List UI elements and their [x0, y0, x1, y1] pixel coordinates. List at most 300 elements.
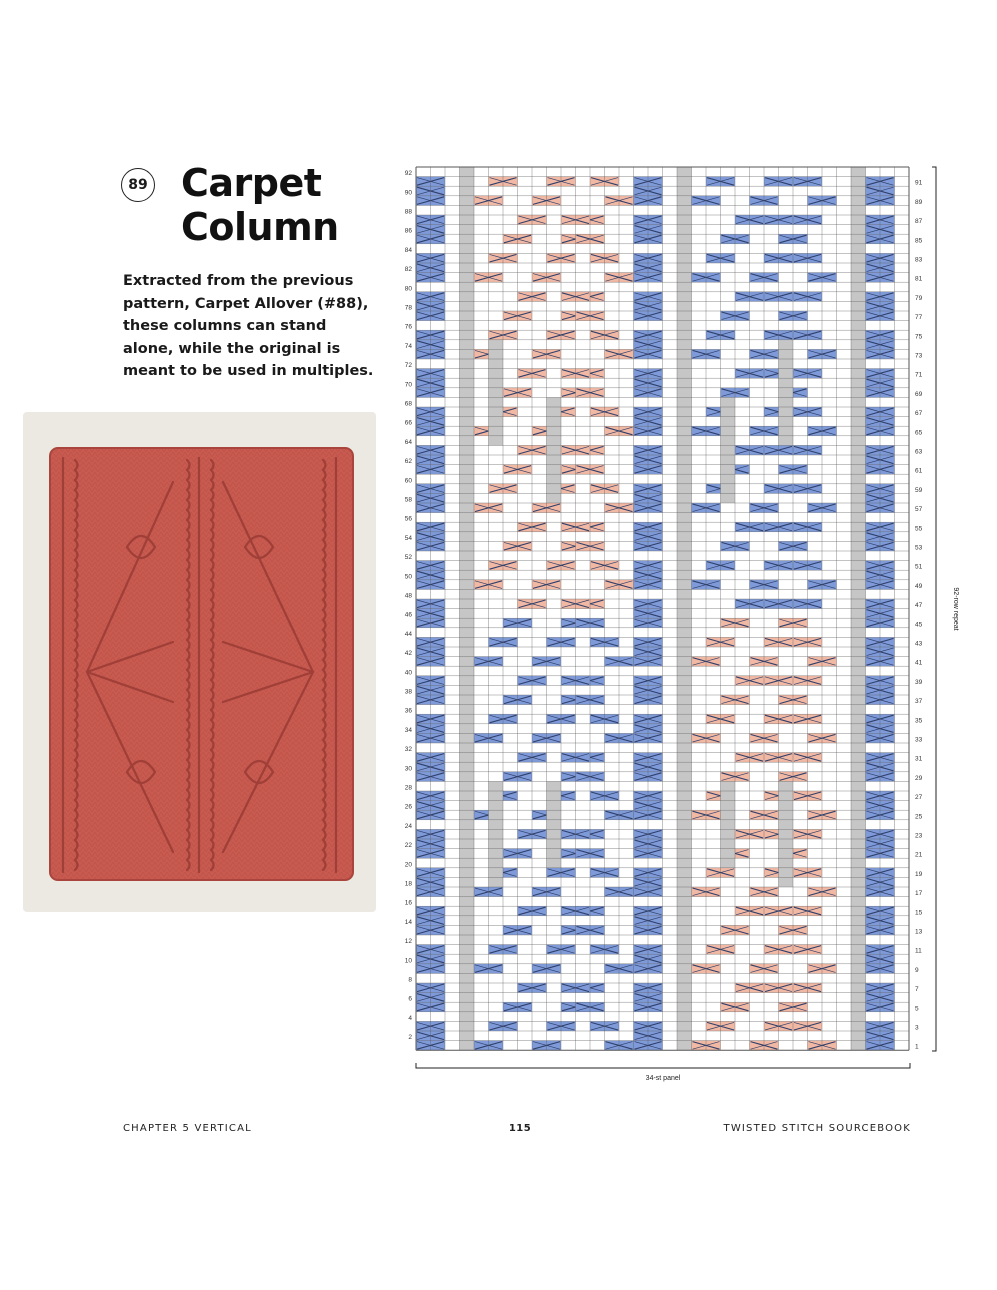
no-stitch-cell — [851, 369, 866, 379]
row-number: 84 — [404, 246, 412, 254]
no-stitch-cell — [851, 282, 866, 292]
no-stitch-cell — [677, 196, 692, 206]
no-stitch-cell — [460, 685, 475, 695]
no-stitch-cell — [460, 935, 475, 945]
no-stitch-cell — [489, 877, 504, 887]
no-stitch-cell — [677, 359, 692, 369]
no-stitch-cell — [460, 973, 475, 983]
no-stitch-cell — [460, 733, 475, 743]
row-number: 68 — [404, 400, 412, 408]
no-stitch-cell — [677, 186, 692, 196]
no-stitch-cell — [677, 983, 692, 993]
row-number: 88 — [404, 208, 412, 216]
no-stitch-cell — [677, 589, 692, 599]
no-stitch-cell — [779, 369, 794, 379]
no-stitch-cell — [677, 666, 692, 676]
right-row-numbers — [915, 180, 923, 1051]
row-number: 86 — [404, 227, 412, 235]
row-number: 57 — [915, 506, 923, 514]
row-number: 87 — [915, 218, 923, 226]
row-number: 32 — [404, 746, 412, 754]
no-stitch-cell — [547, 445, 562, 455]
row-number: 14 — [404, 918, 412, 926]
no-stitch-cell — [851, 177, 866, 187]
no-stitch-cell — [851, 321, 866, 331]
no-stitch-cell — [779, 858, 794, 868]
no-stitch-cell — [677, 263, 692, 273]
no-stitch-cell — [677, 685, 692, 695]
no-stitch-cell — [851, 503, 866, 513]
no-stitch-cell — [851, 877, 866, 887]
no-stitch-cell — [460, 1021, 475, 1031]
no-stitch-cell — [460, 301, 475, 311]
row-number: 43 — [915, 640, 923, 648]
row-number: 69 — [915, 390, 923, 398]
no-stitch-cell — [460, 714, 475, 724]
no-stitch-cell — [851, 685, 866, 695]
no-stitch-cell — [677, 282, 692, 292]
no-stitch-cell — [677, 234, 692, 244]
footer-chapter: CHAPTER 5 VERTICAL — [123, 1123, 252, 1134]
panel-width-label: 34-st panel — [645, 1075, 681, 1082]
no-stitch-cell — [677, 1021, 692, 1031]
pattern-title-line-1: Carpet — [181, 161, 322, 205]
no-stitch-cell — [721, 801, 736, 811]
no-stitch-cell — [489, 810, 504, 820]
no-stitch-cell — [677, 436, 692, 446]
row-number: 74 — [404, 342, 412, 350]
no-stitch-cell — [677, 973, 692, 983]
no-stitch-cell — [460, 599, 475, 609]
row-number: 52 — [404, 554, 412, 562]
no-stitch-cell — [677, 369, 692, 379]
row-number: 82 — [404, 266, 412, 274]
no-stitch-cell — [489, 839, 504, 849]
no-stitch-cell — [677, 935, 692, 945]
no-stitch-cell — [851, 263, 866, 273]
no-stitch-cell — [851, 253, 866, 263]
no-stitch-cell — [460, 359, 475, 369]
no-stitch-cell — [851, 541, 866, 551]
no-stitch-cell — [851, 225, 866, 235]
row-number: 51 — [915, 563, 923, 571]
row-number: 75 — [915, 333, 923, 341]
no-stitch-cell — [721, 849, 736, 859]
no-stitch-cell — [677, 849, 692, 859]
no-stitch-cell — [677, 532, 692, 542]
no-stitch-cell — [460, 167, 475, 177]
no-stitch-cell — [779, 340, 794, 350]
no-stitch-cell — [677, 273, 692, 283]
no-stitch-cell — [460, 666, 475, 676]
no-stitch-cell — [851, 417, 866, 427]
no-stitch-cell — [851, 714, 866, 724]
no-stitch-cell — [851, 1012, 866, 1022]
no-stitch-cell — [851, 522, 866, 532]
row-number: 23 — [915, 832, 923, 840]
no-stitch-cell — [489, 340, 504, 350]
no-stitch-cell — [677, 349, 692, 359]
no-stitch-cell — [460, 647, 475, 657]
no-stitch-cell — [460, 637, 475, 647]
no-stitch-cell — [851, 666, 866, 676]
no-stitch-cell — [677, 781, 692, 791]
no-stitch-cell — [547, 436, 562, 446]
no-stitch-cell — [677, 580, 692, 590]
panel-width-bracket — [416, 1063, 910, 1068]
no-stitch-cell — [489, 858, 504, 868]
no-stitch-cell — [460, 868, 475, 878]
no-stitch-cell — [460, 484, 475, 494]
no-stitch-cell — [851, 647, 866, 657]
swatch-photo — [23, 412, 376, 912]
footer-page-number: 115 — [508, 1123, 532, 1134]
row-number: 38 — [404, 688, 412, 696]
repeat-bracket — [932, 167, 936, 1051]
row-number: 66 — [404, 419, 412, 427]
no-stitch-cell — [851, 849, 866, 859]
no-stitch-cell — [779, 388, 794, 398]
no-stitch-cell — [851, 935, 866, 945]
no-stitch-cell — [851, 570, 866, 580]
no-stitch-cell — [460, 839, 475, 849]
no-stitch-cell — [677, 378, 692, 388]
no-stitch-cell — [460, 829, 475, 839]
row-number: 24 — [404, 822, 412, 830]
row-number: 27 — [915, 794, 923, 802]
no-stitch-cell — [547, 426, 562, 436]
row-number: 34 — [404, 726, 412, 734]
no-stitch-cell — [489, 369, 504, 379]
row-number: 12 — [404, 938, 412, 946]
no-stitch-cell — [721, 445, 736, 455]
no-stitch-cell — [547, 407, 562, 417]
no-stitch-cell — [677, 925, 692, 935]
no-stitch-cell — [460, 244, 475, 254]
no-stitch-cell — [460, 820, 475, 830]
no-stitch-cell — [851, 292, 866, 302]
no-stitch-cell — [460, 273, 475, 283]
row-number: 44 — [404, 630, 412, 638]
row-number: 61 — [915, 467, 923, 475]
no-stitch-cell — [547, 781, 562, 791]
no-stitch-cell — [677, 397, 692, 407]
no-stitch-cell — [460, 983, 475, 993]
row-number: 40 — [404, 669, 412, 677]
no-stitch-cell — [721, 829, 736, 839]
no-stitch-cell — [460, 753, 475, 763]
no-stitch-cell — [460, 1002, 475, 1012]
no-stitch-cell — [851, 676, 866, 686]
no-stitch-cell — [460, 186, 475, 196]
no-stitch-cell — [677, 810, 692, 820]
no-stitch-cell — [677, 657, 692, 667]
no-stitch-cell — [460, 1012, 475, 1022]
no-stitch-cell — [851, 513, 866, 523]
row-number: 2 — [408, 1034, 412, 1042]
no-stitch-cell — [721, 397, 736, 407]
no-stitch-cell — [721, 858, 736, 868]
no-stitch-cell — [460, 369, 475, 379]
no-stitch-cell — [547, 465, 562, 475]
no-stitch-cell — [851, 868, 866, 878]
no-stitch-cell — [851, 426, 866, 436]
row-number: 50 — [404, 573, 412, 581]
no-stitch-cell — [779, 868, 794, 878]
no-stitch-cell — [677, 167, 692, 177]
no-stitch-cell — [460, 388, 475, 398]
no-stitch-cell — [851, 330, 866, 340]
no-stitch-cell — [851, 186, 866, 196]
no-stitch-cell — [851, 311, 866, 321]
no-stitch-cell — [460, 513, 475, 523]
no-stitch-cell — [677, 177, 692, 187]
no-stitch-cell — [677, 724, 692, 734]
no-stitch-cell — [677, 743, 692, 753]
row-number: 11 — [915, 947, 922, 955]
no-stitch-cell — [677, 426, 692, 436]
no-stitch-cell — [460, 570, 475, 580]
no-stitch-cell — [460, 349, 475, 359]
no-stitch-cell — [677, 637, 692, 647]
no-stitch-cell — [460, 503, 475, 513]
no-stitch-cell — [677, 215, 692, 225]
no-stitch-cell — [851, 580, 866, 590]
row-number: 5 — [915, 1005, 919, 1013]
no-stitch-cell — [460, 743, 475, 753]
no-stitch-cell — [677, 513, 692, 523]
no-stitch-cell — [851, 167, 866, 177]
no-stitch-cell — [677, 791, 692, 801]
row-number: 54 — [404, 534, 412, 542]
no-stitch-cell — [460, 426, 475, 436]
no-stitch-cell — [460, 695, 475, 705]
no-stitch-cell — [460, 887, 475, 897]
chart-grid — [416, 167, 909, 1050]
no-stitch-cell — [677, 225, 692, 235]
row-number: 71 — [915, 371, 923, 379]
no-stitch-cell — [547, 474, 562, 484]
no-stitch-cell — [460, 455, 475, 465]
row-number: 25 — [915, 813, 923, 821]
no-stitch-cell — [677, 340, 692, 350]
no-stitch-cell — [460, 724, 475, 734]
no-stitch-cell — [779, 436, 794, 446]
no-stitch-cell — [460, 205, 475, 215]
no-stitch-cell — [851, 244, 866, 254]
no-stitch-cell — [460, 1031, 475, 1041]
no-stitch-cell — [677, 868, 692, 878]
chart-svg — [370, 160, 970, 1090]
no-stitch-cell — [851, 349, 866, 359]
no-stitch-cell — [779, 791, 794, 801]
no-stitch-cell — [677, 1012, 692, 1022]
no-stitch-cell — [460, 225, 475, 235]
no-stitch-cell — [677, 1041, 692, 1051]
pattern-description: Extracted from the previous pattern, Carpet Allover (#88), these columns can stand alone, while the original is meant to be used in multiples. — [123, 273, 374, 379]
row-number: 6 — [408, 995, 412, 1003]
no-stitch-cell — [677, 858, 692, 868]
left-row-numbers — [405, 170, 413, 1041]
no-stitch-cell — [677, 618, 692, 628]
no-stitch-cell — [460, 1041, 475, 1051]
no-stitch-cell — [677, 321, 692, 331]
no-stitch-cell — [779, 810, 794, 820]
row-number: 90 — [404, 189, 412, 197]
no-stitch-cell — [489, 781, 504, 791]
row-number: 41 — [915, 659, 923, 667]
no-stitch-cell — [677, 417, 692, 427]
no-stitch-cell — [851, 599, 866, 609]
row-number: 42 — [404, 650, 412, 658]
no-stitch-cell — [779, 426, 794, 436]
no-stitch-cell — [851, 925, 866, 935]
no-stitch-cell — [460, 657, 475, 667]
no-stitch-cell — [851, 493, 866, 503]
no-stitch-cell — [677, 964, 692, 974]
no-stitch-cell — [721, 455, 736, 465]
no-stitch-cell — [460, 772, 475, 782]
no-stitch-cell — [851, 397, 866, 407]
row-number: 77 — [915, 314, 923, 322]
row-number: 7 — [915, 986, 919, 994]
no-stitch-cell — [677, 474, 692, 484]
no-stitch-cell — [851, 906, 866, 916]
no-stitch-cell — [851, 1041, 866, 1051]
row-number: 33 — [915, 736, 923, 744]
no-stitch-cell — [851, 705, 866, 715]
no-stitch-cell — [460, 781, 475, 791]
no-stitch-cell — [779, 359, 794, 369]
no-stitch-cell — [851, 1002, 866, 1012]
pattern-number-badge — [121, 168, 155, 202]
row-number: 37 — [915, 698, 923, 706]
no-stitch-cell — [851, 551, 866, 561]
row-number: 17 — [915, 890, 923, 898]
row-number: 45 — [915, 621, 923, 629]
no-stitch-cell — [677, 570, 692, 580]
no-stitch-cell — [721, 407, 736, 417]
no-stitch-cell — [779, 349, 794, 359]
no-stitch-cell — [677, 311, 692, 321]
no-stitch-cell — [677, 897, 692, 907]
no-stitch-cell — [460, 810, 475, 820]
no-stitch-cell — [460, 397, 475, 407]
row-number: 4 — [408, 1014, 412, 1022]
no-stitch-cell — [677, 945, 692, 955]
row-number: 10 — [404, 957, 412, 965]
no-stitch-cell — [851, 301, 866, 311]
no-stitch-cell — [677, 1002, 692, 1012]
row-number: 26 — [404, 803, 412, 811]
no-stitch-cell — [851, 695, 866, 705]
row-number: 58 — [404, 496, 412, 504]
no-stitch-cell — [547, 829, 562, 839]
pattern-title-line-2: Column — [181, 205, 339, 249]
no-stitch-cell — [851, 359, 866, 369]
no-stitch-cell — [851, 724, 866, 734]
no-stitch-cell — [460, 762, 475, 772]
no-stitch-cell — [851, 993, 866, 1003]
no-stitch-cell — [460, 522, 475, 532]
row-number: 83 — [915, 256, 923, 264]
no-stitch-cell — [851, 753, 866, 763]
no-stitch-cell — [460, 580, 475, 590]
no-stitch-cell — [460, 263, 475, 273]
no-stitch-cell — [779, 781, 794, 791]
row-number: 19 — [915, 870, 923, 878]
row-number: 72 — [404, 362, 412, 370]
no-stitch-cell — [460, 253, 475, 263]
no-stitch-cell — [460, 436, 475, 446]
row-number: 91 — [915, 179, 923, 187]
no-stitch-cell — [677, 244, 692, 254]
no-stitch-cell — [460, 445, 475, 455]
no-stitch-cell — [489, 849, 504, 859]
row-number: 15 — [915, 909, 923, 917]
no-stitch-cell — [460, 196, 475, 206]
no-stitch-cell — [851, 858, 866, 868]
no-stitch-cell — [489, 801, 504, 811]
no-stitch-cell — [489, 378, 504, 388]
no-stitch-cell — [460, 532, 475, 542]
row-number: 70 — [404, 381, 412, 389]
row-number: 81 — [915, 275, 923, 283]
row-number: 16 — [404, 899, 412, 907]
no-stitch-cell — [721, 791, 736, 801]
no-stitch-cell — [460, 877, 475, 887]
no-stitch-cell — [460, 292, 475, 302]
no-stitch-cell — [677, 253, 692, 263]
no-stitch-cell — [489, 359, 504, 369]
no-stitch-cell — [460, 801, 475, 811]
no-stitch-cell — [547, 858, 562, 868]
no-stitch-cell — [460, 541, 475, 551]
no-stitch-cell — [489, 436, 504, 446]
no-stitch-cell — [677, 609, 692, 619]
repeat-label: 92-row repeat — [952, 587, 959, 631]
no-stitch-cell — [677, 753, 692, 763]
row-number: 22 — [404, 842, 412, 850]
no-stitch-cell — [677, 388, 692, 398]
no-stitch-cell — [460, 321, 475, 331]
no-stitch-cell — [460, 177, 475, 187]
row-number: 29 — [915, 774, 923, 782]
no-stitch-cell — [779, 849, 794, 859]
no-stitch-cell — [677, 541, 692, 551]
row-number: 73 — [915, 352, 923, 360]
no-stitch-cell — [677, 714, 692, 724]
no-stitch-cell — [851, 465, 866, 475]
no-stitch-cell — [489, 397, 504, 407]
row-number: 56 — [404, 515, 412, 523]
no-stitch-cell — [677, 292, 692, 302]
no-stitch-cell — [721, 781, 736, 791]
no-stitch-cell — [489, 349, 504, 359]
no-stitch-cell — [851, 637, 866, 647]
row-number: 48 — [404, 592, 412, 600]
row-number: 78 — [404, 304, 412, 312]
row-number: 8 — [408, 976, 412, 984]
row-number: 55 — [915, 525, 923, 533]
no-stitch-cell — [851, 628, 866, 638]
no-stitch-cell — [547, 849, 562, 859]
no-stitch-cell — [489, 820, 504, 830]
no-stitch-cell — [851, 829, 866, 839]
no-stitch-cell — [677, 407, 692, 417]
no-stitch-cell — [851, 378, 866, 388]
no-stitch-cell — [460, 858, 475, 868]
